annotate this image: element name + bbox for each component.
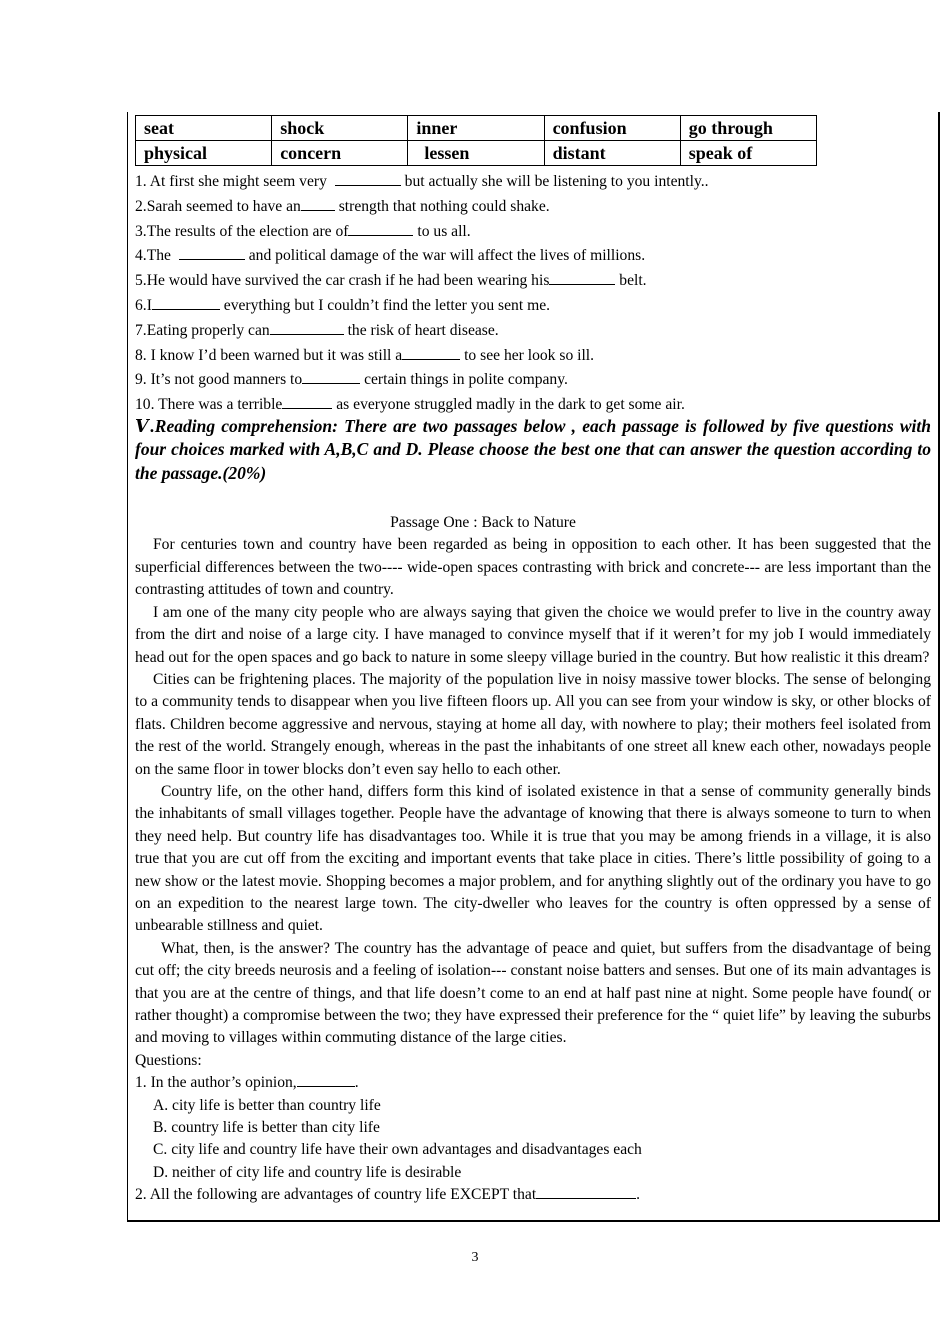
sentence-8: 8. I know I’d been warned but it was still a to see her look so ill. (135, 346, 595, 364)
word-cell: speak of (680, 141, 816, 166)
answer-blank[interactable] (179, 245, 245, 260)
question-2: 2. All the following are advantages of country life EXCEPT that . (135, 1186, 641, 1204)
question-1: 1. In the author’s opinion, . (135, 1074, 359, 1092)
answer-blank[interactable] (402, 345, 460, 360)
paragraph-2: I am one of the many city people who are always saying that given the choice we would prefer to live in the country away from the dirt and noise of a large city. I have managed to convince myself that if it weren’t for my job I would immediately head out for the open spaces and go back to nature in some sleepy village buried in the country. But how realistic it this dream? (135, 603, 931, 666)
answer-blank[interactable] (270, 320, 344, 335)
sentence-6: 6.I everything but I couldn’t find the letter you sent me. (135, 296, 551, 314)
paragraph-3: Cities can be frightening places. The majority of the population live in noisy massive tower blocks. The sense of belonging to a community tends to disappear when you live fifteen floors up. All you can see from your window is sky, or other blocks of flats. Children become aggressive and nervous, staying at home all day, with nowhere to play; their mothers feel isolated from the rest of the world. Strangely enough, whereas in the past the inhabitants of one street all knew each other, nowadays people on the same floor in tower blocks don’t even say hello to each other. (135, 670, 931, 778)
sentence-2: 2.Sarah seemed to have an strength that nothing could shake. (135, 197, 550, 215)
page-number: 3 (471, 1250, 479, 1265)
questions-label: Questions: (135, 1051, 202, 1069)
sentence-3: 3.The results of the election are of to us all. (135, 222, 471, 240)
word-cell: go through (680, 116, 816, 141)
word-cell: concern (272, 141, 408, 166)
answer-blank[interactable] (335, 171, 401, 186)
option-a: A. city life is better than country life (153, 1096, 381, 1114)
sentence-7: 7.Eating properly can the risk of heart disease. (135, 321, 499, 339)
answer-blank[interactable] (549, 270, 615, 285)
word-bank-table (135, 115, 817, 166)
paragraph-1: For centuries town and country have been regarded as being in opposition to each other. It has been suggested that the superficial differences between the two---- wide-open spaces contrasting with brick and concrete--- are less important than the contrasting attitudes of town and country. (135, 536, 931, 599)
answer-blank[interactable] (301, 196, 335, 211)
answer-blank[interactable] (152, 295, 220, 310)
sentence-10: 10. There was a terrible as everyone struggled madly in the dark to get some air. (135, 396, 685, 414)
sentence-4: 4.The and political damage of the war will affect the lives of millions. (135, 247, 646, 265)
sentence-5: 5.He would have survived the car crash if he had been wearing his belt. (135, 272, 647, 290)
answer-blank[interactable] (536, 1184, 636, 1199)
word-cell: distant (544, 141, 680, 166)
answer-blank[interactable] (297, 1072, 355, 1087)
worksheet-content (135, 170, 931, 1207)
answer-blank[interactable] (348, 221, 413, 236)
word-cell: shock (272, 116, 408, 141)
word-cell: physical (136, 141, 272, 166)
word-cell: inner (408, 116, 544, 141)
answer-blank[interactable] (302, 369, 360, 384)
option-c: C. city life and country life have their own advantages and disadvantages each (153, 1141, 642, 1159)
passage-title: Passage One : Back to Nature (390, 514, 576, 532)
answer-blank[interactable] (282, 394, 332, 409)
section-heading: Ⅴ.Reading comprehension: There are two passages below , each passage is followed by five questions with four choices marked with A,B,C and D. Please choose the best one that can answer the question according to the passage.(20%) (135, 415, 931, 483)
word-cell: seat (136, 116, 272, 141)
option-b: B. country life is better than city life (153, 1118, 380, 1136)
paragraph-5: What, then, is the answer? The country has the advantage of peace and quiet, but suffers from the disadvantage of being cut off; the city breeds neurosis and a feeling of isolation--- constant noise batters and senses. But one of its main advantages is that you are at the centre of things, and that life doesn’t come to an end at half past nine at night. Some people have found( or rather thought) a compromise between the two; they have expressed their preference for the “ quiet life” by leaving the suburbs and moving to villages within commuting distance of the large cities. (135, 939, 931, 1047)
word-cell: confusion (544, 116, 680, 141)
word-cell: lessen (408, 141, 544, 166)
paragraph-4: Country life, on the other hand, differs form this kind of isolated existence in that a sense of community generally binds the inhabitants of small villages together. People have the advantage of knowing that there is always someone to turn to when they need help. But country life has disadvantages too. While it is true that you may be among friends in a village, it is also true that you are cut off from the exciting and important events that take place in cities. There’s little possibility of going to a new show or the latest movie. Shopping becomes a major problem, and for anything slightly out of the ordinary you have to go on an expedition to the nearest large town. The city-dweller who leaves for the country is often oppressed by a sense of unbearable stillness and quiet. (135, 782, 931, 935)
option-d: D. neither of city life and country life is desirable (153, 1163, 462, 1181)
sentence-9: 9. It’s not good manners to certain things in polite company. (135, 371, 568, 389)
sentence-1: 1. At first she might seem very but actually she will be listening to you intently.. (135, 173, 709, 190)
